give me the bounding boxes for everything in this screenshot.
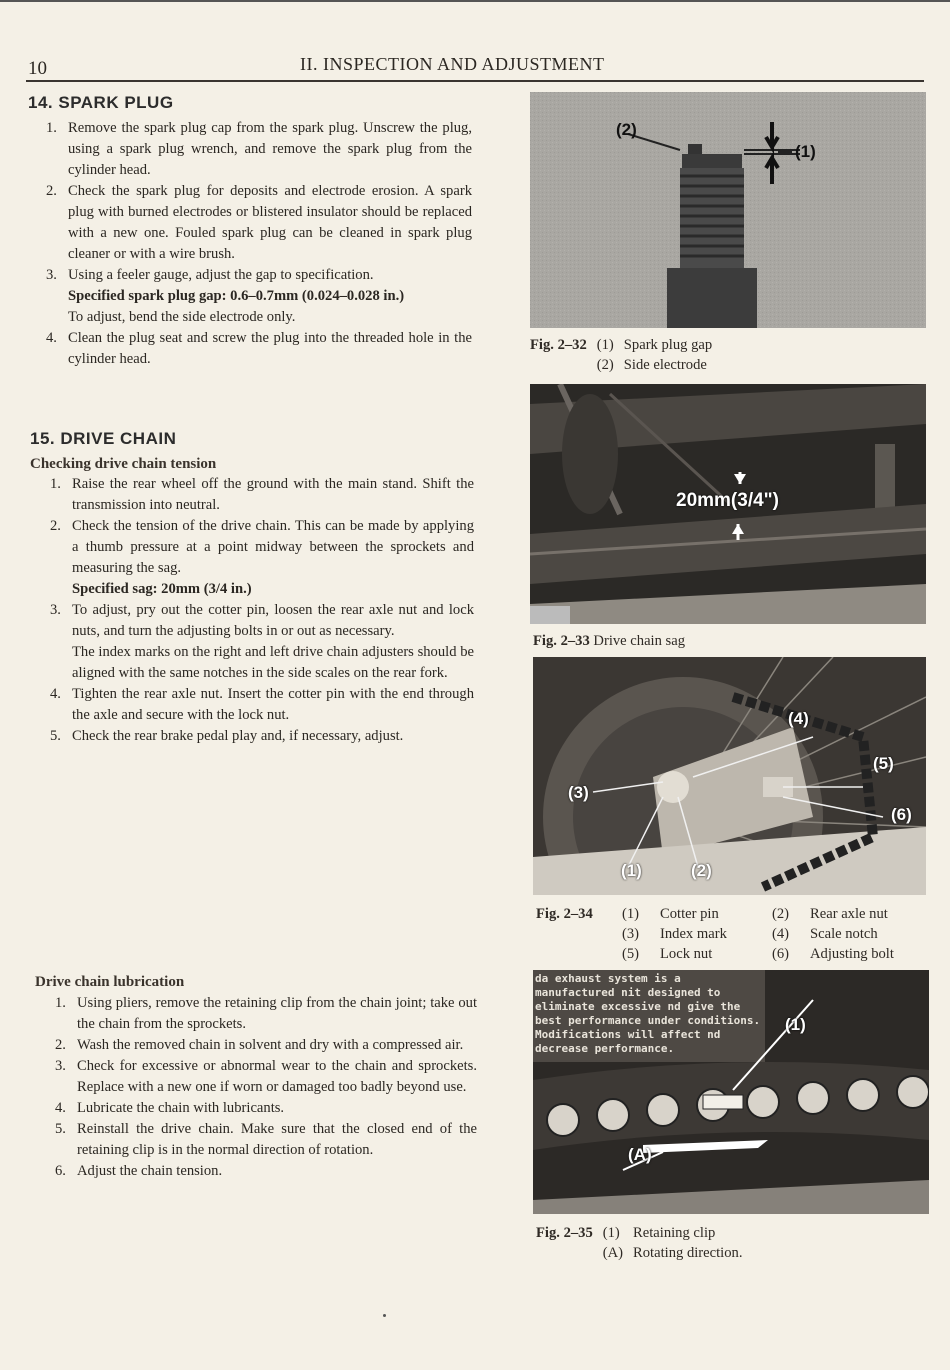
specification: Specified spark plug gap: 0.6–0.7mm (0.024–0.028 in.)	[68, 288, 405, 304]
callout-5: (5)	[873, 754, 894, 773]
caption-item-num: (1)	[602, 1225, 620, 1241]
list-item	[50, 474, 474, 516]
list-item	[46, 328, 472, 370]
spark-plug-illustration	[530, 92, 926, 328]
caption-item-text: Scale notch	[810, 926, 878, 942]
caption-fig-2-34	[536, 904, 894, 964]
step-text: Wash the removed chain in solvent and dry with a compressed air.	[77, 1037, 464, 1053]
step-text: Remove the spark plug cap from the spark plug. Unscrew the plug, using a spark plug wrench, and remove the spark plug from the cylinder head.	[68, 120, 472, 178]
chain-lubrication-steps	[55, 993, 477, 1182]
subheading-chain-lubrication: Drive chain lubrication	[35, 974, 185, 990]
step-note: The index marks on the right and left drive chain adjusters should be aligned with the same notches in the side scales on the rear fork.	[72, 644, 474, 681]
caption-item-text: Index mark	[660, 926, 727, 942]
step-text: Reinstall the drive chain. Make sure that the closed end of the retaining clip is in the normal direction of rotation.	[77, 1121, 477, 1158]
list-item	[55, 1098, 477, 1119]
list-item	[46, 265, 472, 328]
step-text: Check the rear brake pedal play and, if necessary, adjust.	[72, 728, 404, 744]
step-number: 4.	[50, 686, 61, 702]
callout-2: (2)	[616, 120, 637, 139]
callout-1: (1)	[621, 861, 642, 880]
caption-item-num: (3)	[622, 926, 640, 942]
chain-adjuster-illustration	[533, 657, 926, 895]
step-number: 3.	[55, 1058, 66, 1074]
callout-a: (A)	[628, 1145, 652, 1164]
caption-item-text: Cotter pin	[660, 906, 719, 922]
step-number: 1.	[50, 476, 61, 492]
caption-fig-2-32	[530, 335, 712, 375]
top-edge-line	[0, 0, 950, 2]
section-title-drive-chain: 15. DRIVE CHAIN	[30, 429, 177, 448]
caption-item-num: (2)	[772, 906, 790, 922]
list-item	[55, 1035, 477, 1056]
step-number: 4.	[55, 1100, 66, 1116]
step-number: 2.	[55, 1037, 66, 1053]
list-item	[50, 684, 474, 726]
step-text: Using pliers, remove the retaining clip from the chain joint; take out the chain from the sprockets.	[77, 995, 477, 1032]
caption-item-text: Adjusting bolt	[810, 946, 894, 962]
step-number: 1.	[46, 120, 57, 136]
page-number: 10	[28, 58, 47, 79]
caption-fig-2-33	[533, 631, 685, 651]
fig-label: Fig. 2–32	[530, 337, 587, 353]
figure-spark-plug-photo	[530, 92, 926, 328]
specification: Specified sag: 20mm (3/4 in.)	[72, 581, 252, 597]
caption-item-text: Side electrode	[623, 357, 707, 373]
list-item	[55, 1056, 477, 1098]
caption-item-text: Lock nut	[660, 946, 713, 962]
step-text: Check the tension of the drive chain. This can be made by applying a thumb pressure at a point midway between the sprockets and measuring the sag.	[72, 518, 474, 576]
header-rule	[26, 80, 924, 82]
callout-1: (1)	[795, 142, 816, 161]
caption-item-num: (5)	[622, 946, 640, 962]
page-speck	[383, 1314, 386, 1317]
caption-item-text: Rotating direction.	[633, 1245, 743, 1261]
list-item	[55, 1119, 477, 1161]
callout-1: (1)	[785, 1015, 806, 1034]
caption-item-num: (2)	[596, 357, 614, 373]
step-number: 5.	[55, 1121, 66, 1137]
step-text: Using a feeler gauge, adjust the gap to specification.	[68, 267, 374, 283]
figure-retaining-clip-photo	[533, 970, 929, 1214]
caption-item-num: (1)	[622, 906, 640, 922]
fig-label: Fig. 2–34	[536, 906, 593, 922]
step-text: Clean the plug seat and screw the plug into the threaded hole in the cylinder head.	[68, 330, 472, 367]
figure-chain-adjuster-photo	[533, 657, 926, 895]
step-number: 1.	[55, 995, 66, 1011]
caption-item-num: (6)	[772, 946, 790, 962]
caption-item-text: Rear axle nut	[810, 906, 888, 922]
step-number: 6.	[55, 1163, 66, 1179]
step-text: Check the spark plug for deposits and electrode erosion. A spark plug with burned electrodes or blistered insulator should be replaced with a new one. Fouled spark plug can be cleaned in spark plug cleaner or with a wire brush.	[68, 183, 472, 262]
list-item	[55, 993, 477, 1035]
caption-item-num: (A)	[602, 1245, 624, 1261]
sag-measure-label: 20mm(3/4")	[676, 490, 779, 511]
step-text: Check for excessive or abnormal wear to the chain and sprockets. Replace with a new one if worn or damaged too badly beyond use.	[77, 1058, 477, 1095]
callout-6: (6)	[891, 805, 912, 824]
list-item	[50, 726, 474, 747]
step-text: Raise the rear wheel off the ground with the main stand. Shift the transmission into neutral.	[72, 476, 474, 513]
spark-plug-steps	[46, 118, 472, 370]
step-text: Lubricate the chain with lubricants.	[77, 1100, 285, 1116]
caption-item-text: Retaining clip	[633, 1225, 716, 1241]
step-number: 5.	[50, 728, 61, 744]
callout-4: (4)	[788, 709, 809, 728]
step-number: 2.	[50, 518, 61, 534]
exhaust-sticker-text: da exhaust system is a manufactured nit designed to eliminate excessive nd give the best performance under conditions. Modifications will affect nd decrease performance.	[535, 972, 761, 1055]
subheading-chain-tension: Checking drive chain tension	[30, 456, 217, 472]
callout-3: (3)	[568, 783, 589, 802]
figure-drive-chain-sag-photo	[530, 384, 926, 624]
caption-text: Drive chain sag	[593, 633, 686, 649]
step-text: Tighten the rear axle nut. Insert the cotter pin with the end through the axle and secure with the lock nut.	[72, 686, 474, 723]
step-number: 4.	[46, 330, 57, 346]
chain-tension-steps	[50, 474, 474, 747]
list-item	[55, 1161, 477, 1182]
step-note: To adjust, bend the side electrode only.	[68, 309, 296, 325]
fig-label: Fig. 2–35	[536, 1225, 593, 1241]
list-item	[46, 118, 472, 181]
caption-item-text: Spark plug gap	[623, 337, 713, 353]
step-text: Adjust the chain tension.	[77, 1163, 223, 1179]
running-title: II. INSPECTION AND ADJUSTMENT	[300, 54, 605, 74]
list-item	[46, 181, 472, 265]
list-item	[50, 600, 474, 684]
step-number: 3.	[46, 267, 57, 283]
caption-item-num: (1)	[596, 337, 614, 353]
step-number: 2.	[46, 183, 57, 199]
caption-fig-2-35	[536, 1223, 742, 1263]
callout-2: (2)	[691, 861, 712, 880]
section-title-spark-plug: 14. SPARK PLUG	[28, 93, 174, 112]
caption-item-num: (4)	[772, 926, 790, 942]
fig-label: Fig. 2–33	[533, 633, 590, 649]
step-text: To adjust, pry out the cotter pin, loosen the rear axle nut and lock nuts, and turn the adjusting bolts in or out as necessary.	[72, 602, 474, 639]
step-number: 3.	[50, 602, 61, 618]
list-item	[50, 516, 474, 600]
